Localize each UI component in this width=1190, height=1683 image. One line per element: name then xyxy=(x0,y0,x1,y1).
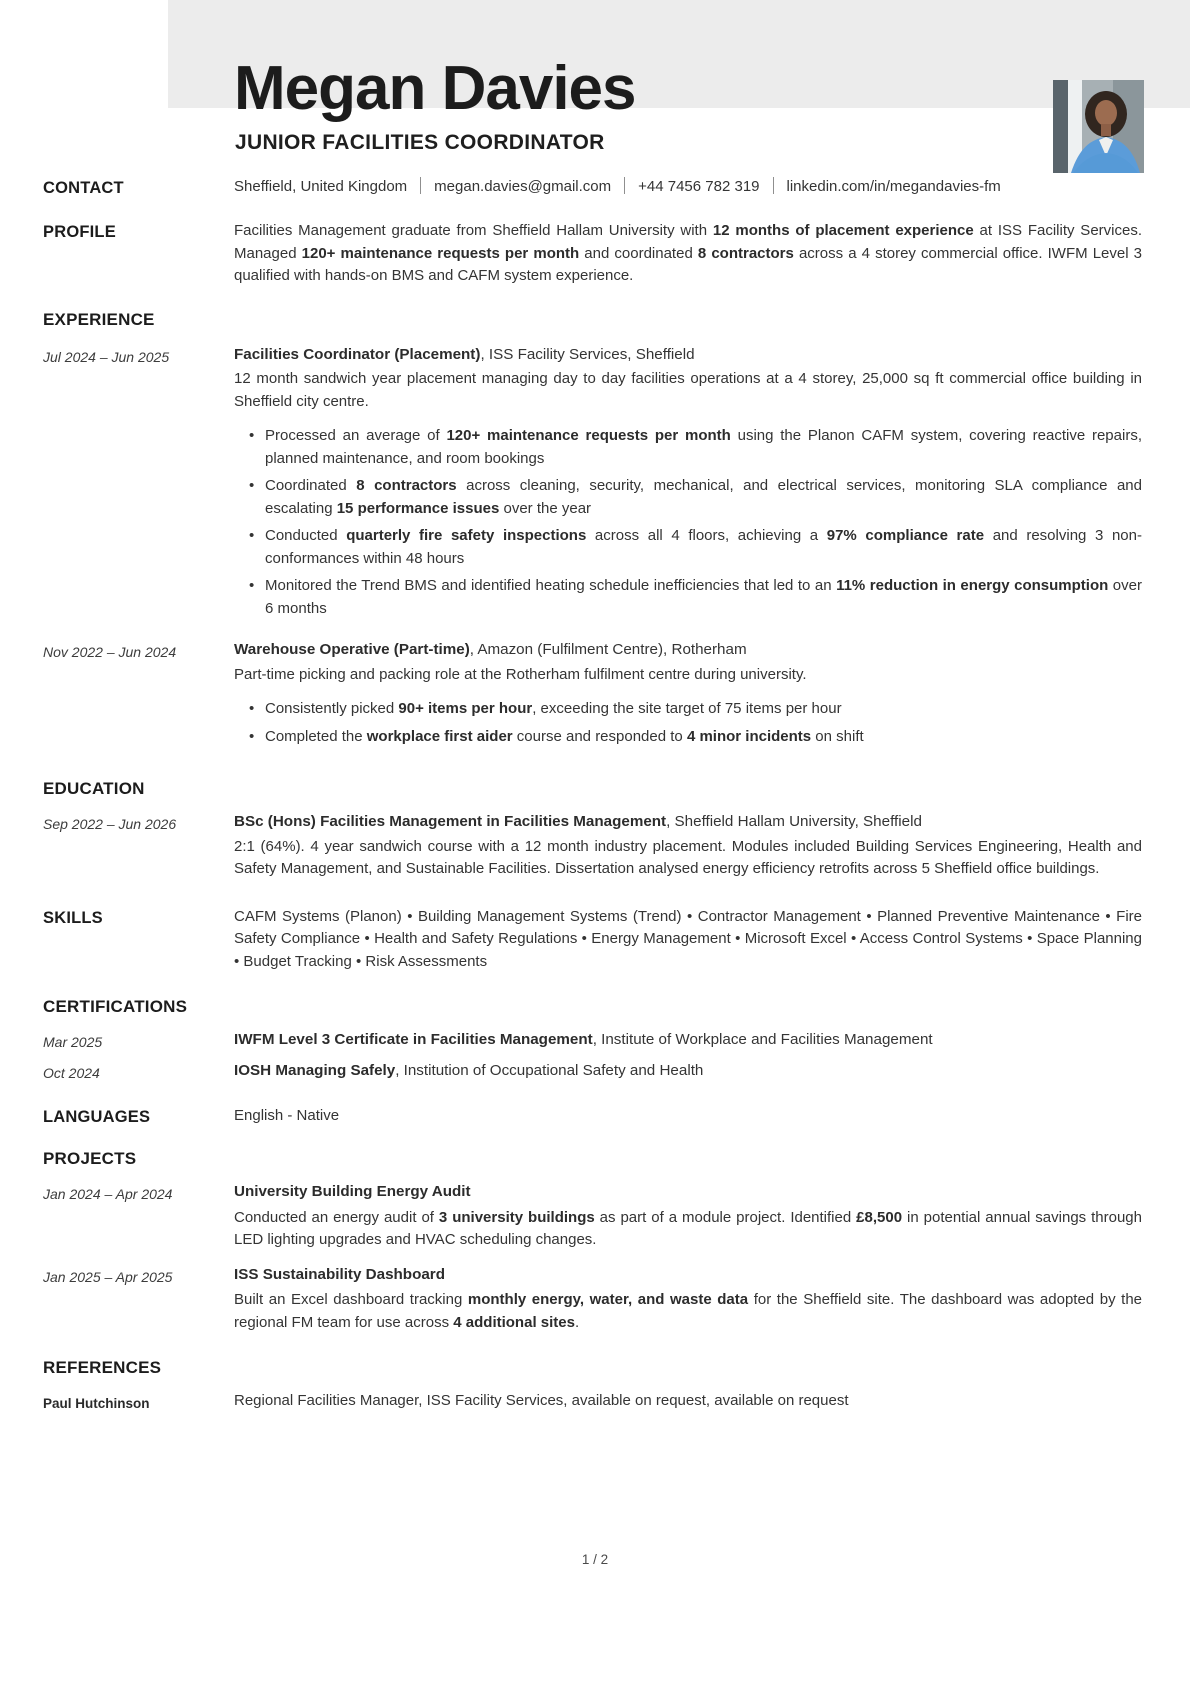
reference-name: Paul Hutchinson xyxy=(43,1396,150,1411)
project-body xyxy=(234,1181,1142,1252)
certifications-heading: CERTIFICATIONS xyxy=(43,997,188,1016)
contact-location: Sheffield, United Kingdom xyxy=(234,178,408,195)
job-bullet: • Conducted quarterly fire safety inspections across all 4 floors, achieving a 97% compliance rate and resolving 3 non-conformances within 48 hours xyxy=(234,525,1142,570)
education-heading: EDUCATION xyxy=(43,779,145,798)
contact-separator xyxy=(420,177,421,194)
contact-separator xyxy=(773,177,774,194)
profile-text: Facilities Management graduate from Sheffield Hallam University with 12 months of placement experience at ISS Facility Services. Managed 120+ maintenance requests per month and coordinated 8 contractors across a 4 storey commercial office. IWFM Level 3 qualified with hands-on BMS and CAFM system experience. xyxy=(234,222,1142,284)
contact-linkedin: linkedin.com/in/megandavies-fm xyxy=(786,178,1001,195)
job-bullet: • Completed the workplace first aider course and responded to 4 minor incidents on shift xyxy=(234,726,1142,749)
contact-separator xyxy=(624,177,625,194)
job-bullet: • Monitored the Trend BMS and identified heating schedule inefficiencies that led to an 11% reduction in energy consumption over 6 months xyxy=(234,575,1142,620)
education-summary: 2:1 (64%). 4 year sandwich course with a 12 month industry placement. Modules included Building Services Engineering, Health and Safety Management, and Sustainable Facilities. Dissertation analysed energy efficiency retrofits across 5 Sheffield office buildings. xyxy=(234,837,1142,877)
job-bullet-list xyxy=(234,425,1142,620)
candidate-name: Megan Davies xyxy=(234,54,636,123)
profile-photo-image xyxy=(1053,80,1144,173)
certification-dates: Mar 2025 xyxy=(43,1034,103,1050)
certification-entry xyxy=(43,1029,1142,1053)
project-dates: Jan 2024 – Apr 2024 xyxy=(43,1186,173,1202)
job-dates: Jul 2024 – Jun 2025 xyxy=(43,348,170,365)
section-experience-heading xyxy=(43,310,1142,330)
education-body xyxy=(234,811,1142,881)
project-description: Conducted an energy audit of 3 university buildings as part of a module project. Identified £8,500 in potential annual savings through LED lighting upgrades and HVAC scheduling changes. xyxy=(234,1208,1142,1248)
reference-entry xyxy=(43,1390,1142,1415)
skills-label: SKILLS xyxy=(43,908,103,927)
project-title xyxy=(234,1181,1142,1204)
section-skills xyxy=(43,906,1142,974)
candidate-title: JUNIOR FACILITIES COORDINATOR xyxy=(235,131,605,154)
experience-entry xyxy=(43,639,1142,753)
education-entry xyxy=(43,811,1142,881)
job-body xyxy=(234,344,1142,626)
contact-line xyxy=(234,176,1142,199)
resume-body xyxy=(43,168,1142,1415)
experience-heading: EXPERIENCE xyxy=(43,309,155,329)
education-title: BSc (Hons) Facilities Management in Facilities Management, Sheffield Hallam University, Sheffield xyxy=(234,813,922,830)
education-dates: Sep 2022 – Jun 2026 xyxy=(43,816,177,832)
project-title xyxy=(234,1264,1142,1287)
job-bullet: • Processed an average of 120+ maintenance requests per month using the Planon CAFM system, covering reactive repairs, planned maintenance, and room bookings xyxy=(234,425,1142,470)
project-description: Built an Excel dashboard tracking monthly energy, water, and waste data for the Sheffield site. The dashboard was adopted by the regional FM team for use across 4 additional sites. xyxy=(234,1291,1143,1331)
project-title-text: University Building Energy Audit xyxy=(234,1183,471,1200)
project-dates: Jan 2025 – Apr 2025 xyxy=(43,1268,173,1285)
job-body xyxy=(234,639,1142,753)
section-projects-heading xyxy=(43,1149,1142,1169)
profile-label: PROFILE xyxy=(43,223,116,241)
section-certifications-heading xyxy=(43,997,1142,1017)
contact-phone: +44 7456 782 319 xyxy=(638,178,760,195)
skills-text: CAFM Systems (Planon) • Building Management Systems (Trend) • Contractor Management • Planned Preventive Maintenance • Fire Safety Compliance • Health and Safety Regulations • Energy Management • Microsoft Excel • Access Control Systems • Space Planning • Budget Tracking • Risk Assessments xyxy=(234,907,1142,970)
certification-entry xyxy=(43,1060,1142,1084)
project-entry xyxy=(43,1181,1142,1252)
section-languages xyxy=(43,1105,1142,1128)
project-entry xyxy=(43,1264,1142,1335)
section-references-heading xyxy=(43,1358,1142,1378)
profile-photo xyxy=(1053,80,1144,173)
job-dates: Nov 2022 – Jun 2024 xyxy=(43,644,177,660)
job-title: Facilities Coordinator (Placement), ISS Facility Services, Sheffield xyxy=(234,345,695,363)
job-title: Warehouse Operative (Part-time), Amazon (Fulfilment Centre), Rotherham xyxy=(234,641,747,658)
projects-heading: PROJECTS xyxy=(43,1149,137,1168)
job-summary: Part-time picking and packing role at the Rotherham fulfilment centre during university. xyxy=(234,665,807,683)
languages-label: LANGUAGES xyxy=(43,1108,151,1126)
certification-dates: Oct 2024 xyxy=(43,1065,100,1081)
reference-text: Regional Facilities Manager, ISS Facility Services, available on request, available on request xyxy=(234,1392,849,1409)
project-body xyxy=(234,1264,1142,1335)
contact-label: CONTACT xyxy=(43,179,124,197)
job-summary: 12 month sandwich year placement managing day to day facilities operations at a 4 storey, 25,000 sq ft commercial office building in Sheffield city centre. xyxy=(234,370,1142,410)
project-title-text: ISS Sustainability Dashboard xyxy=(234,1265,445,1283)
references-heading: REFERENCES xyxy=(43,1358,162,1377)
job-bullet: • Coordinated 8 contractors across cleaning, security, mechanical, and electrical services, monitoring SLA compliance and escalating 15 performance issues over the year xyxy=(234,475,1142,520)
languages-text: English - Native xyxy=(234,1107,340,1124)
page-number: 1 / 2 xyxy=(581,1552,609,1567)
experience-entry xyxy=(43,344,1142,626)
section-education-heading xyxy=(43,779,1142,799)
section-contact xyxy=(43,176,1142,199)
certification-title: IWFM Level 3 Certificate in Facilities Management, Institute of Workplace and Facilities Management xyxy=(234,1031,933,1048)
job-bullet: • Consistently picked 90+ items per hour, exceeding the site target of 75 items per hour xyxy=(234,698,1142,721)
job-bullet-list xyxy=(234,698,1142,748)
section-profile xyxy=(43,220,1142,288)
certification-title: IOSH Managing Safely, Institution of Occupational Safety and Health xyxy=(234,1062,704,1079)
contact-email: megan.davies@gmail.com xyxy=(434,178,612,195)
